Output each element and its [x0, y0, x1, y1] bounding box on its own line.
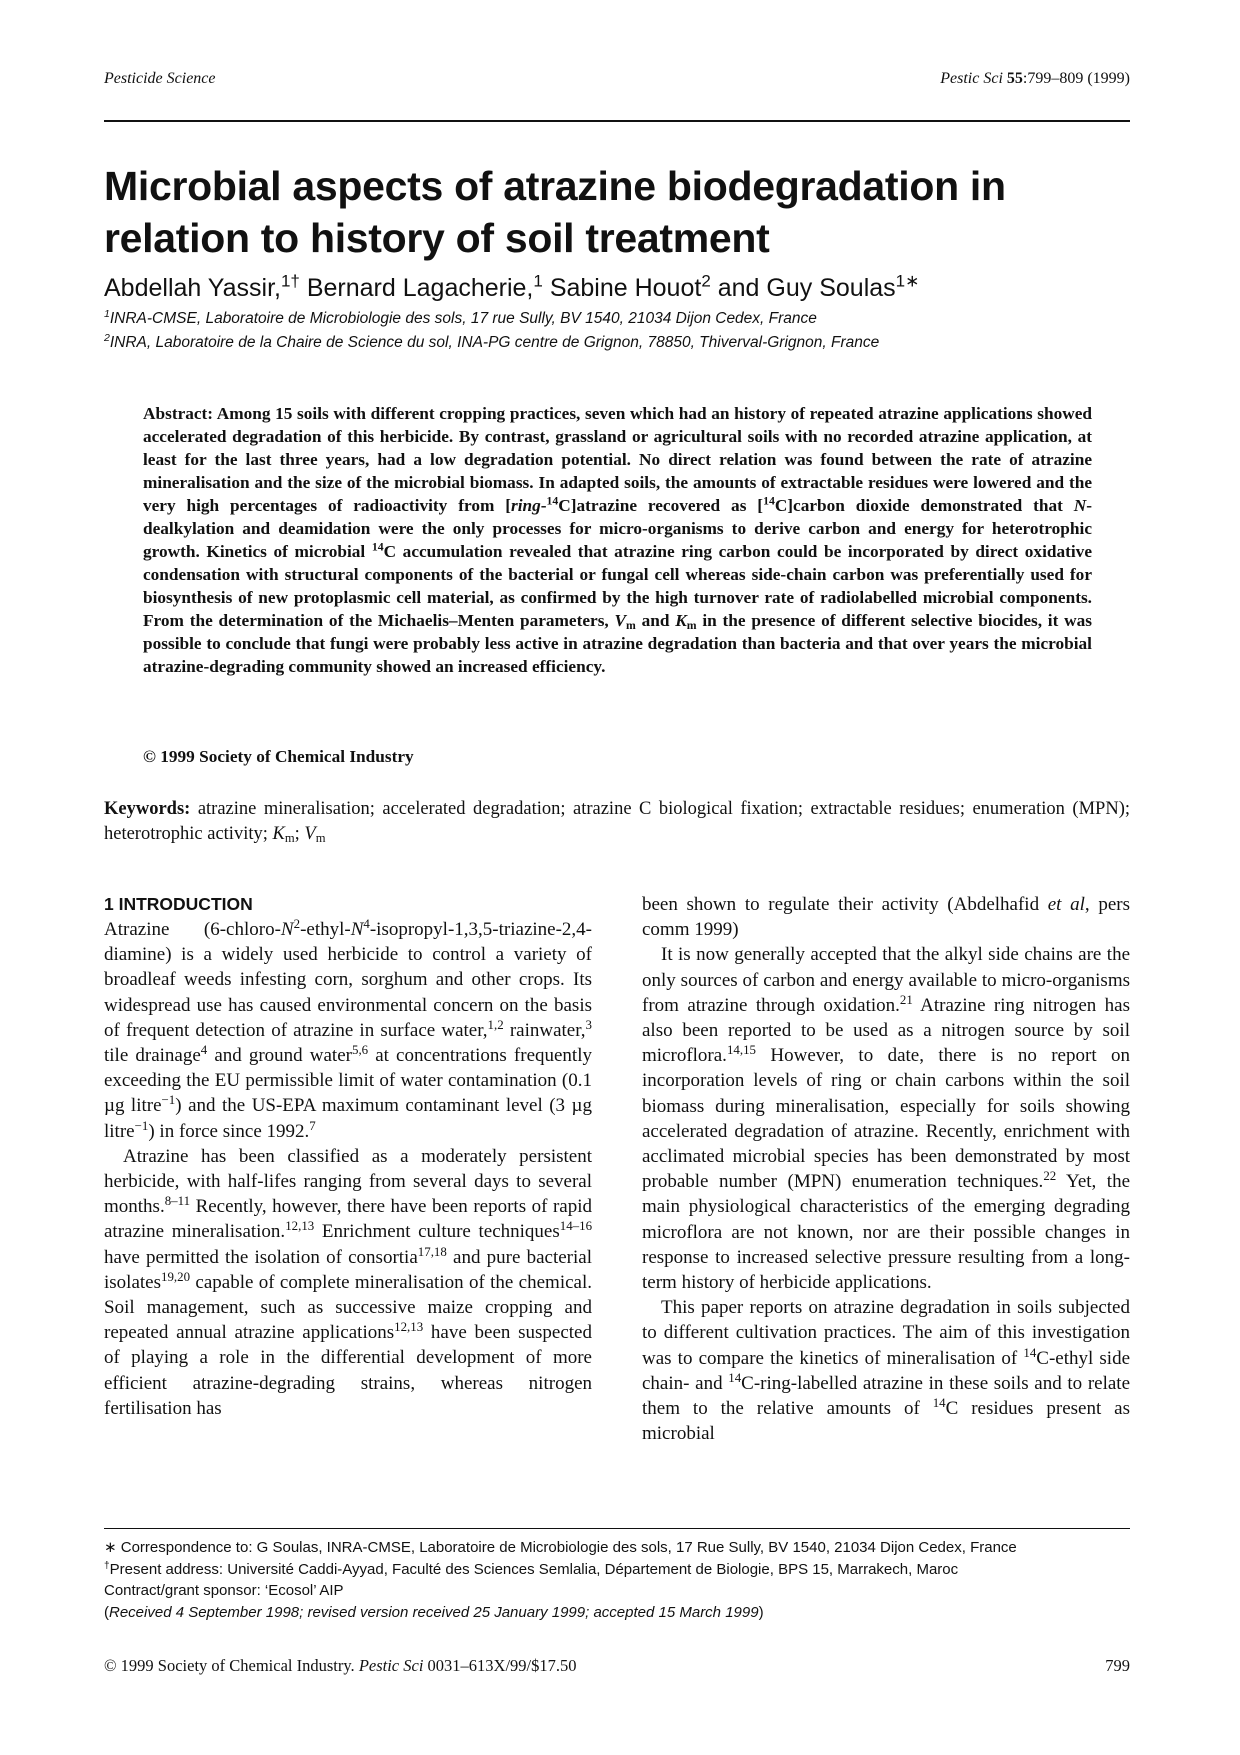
km-subscript: m	[686, 618, 697, 632]
isotope-mark: 14	[932, 1394, 946, 1410]
reference-mark: 12,13	[285, 1218, 315, 1234]
vm-subscript: m	[626, 618, 636, 632]
body-text: tile drainage	[104, 1045, 201, 1067]
affiliation-text: INRA, Laboratoire de la Chaire de Science du sol, INA-PG centre de Grignon, 78850, Thiverval-Grignon, France	[109, 334, 880, 351]
keywords	[104, 797, 1130, 847]
body-text: However, to date, there is no report on incorporation levels of ring or chain carbons within the soil biomass during mineralisation, especially for soils showing accelerated degradation of atrazine. Recently, enrichment with acclimated microbial species has been demonstrated by most probable number (MPN) enumeration techniques.	[642, 1045, 1130, 1193]
author-mark: 2	[701, 271, 711, 291]
reference-mark: 17,18	[417, 1243, 447, 1259]
paragraph	[642, 942, 1130, 1295]
page-footer	[104, 1656, 1130, 1680]
citation-journal: Pestic Sci	[940, 70, 1003, 87]
isotope-mark: 14	[1023, 1344, 1037, 1360]
received-note	[104, 1602, 1134, 1624]
abstract-text: and	[635, 611, 676, 630]
abstract-text: C]atrazine recovered as [	[558, 496, 764, 515]
abstract	[143, 402, 1092, 678]
abstract-text: in the presence of different selective biocides, it was possible to conclude that fungi were probably less active in atrazine degradation than bacteria and that over years the microbial atrazine-degrading community showed an increased efficiency.	[143, 611, 1092, 676]
section-heading: 1 INTRODUCTION	[104, 894, 253, 914]
body-column-right	[642, 892, 1130, 1446]
footer-journal: Pestic Sci	[358, 1656, 424, 1675]
body-text: and ground water	[207, 1045, 352, 1067]
present-address-note	[104, 1559, 1134, 1581]
paragraph	[104, 917, 592, 1144]
body-text: have permitted the isolation of consortia	[104, 1246, 418, 1268]
km-subscript: m	[284, 831, 295, 846]
received-text: Received 4 September 1998; revised version received 25 January 1999; accepted 15 March 1999	[109, 1603, 759, 1621]
reference-mark: 19,20	[161, 1268, 191, 1284]
km-symbol: K	[272, 824, 285, 844]
author-join: and	[717, 274, 760, 302]
affiliation-2	[104, 332, 1134, 354]
vm-symbol: V	[304, 824, 316, 844]
reference-mark: 3	[585, 1016, 592, 1032]
body-italic: et al	[1047, 894, 1085, 915]
isotope-mark: 14	[371, 540, 384, 554]
body-text: Atrazine has been classified as a moderately persistent herbicide, with half-lifes ranging from several days to several months.	[104, 1145, 592, 1218]
abstract-copyright: © 1999 Society of Chemical Industry	[143, 747, 414, 766]
affiliation-1	[104, 308, 1134, 330]
body-text: capable of complete mineralisation of the chemical. Soil management, such as successive maize cropping and repeated annual atrazine applications	[104, 1271, 592, 1344]
body-text: and pure bacterial isolates	[104, 1246, 592, 1293]
isotope-mark: 14	[763, 494, 775, 508]
body-text: Yet, the main physiological characteristics of the emerging degrading microflora are not known, nor are their possible changes in response to increased selective pressure resulting from a long-term history of herbicide applications.	[642, 1171, 1131, 1294]
keywords-text: atrazine mineralisation; accelerated degradation; atrazine C biological fixation; extractable residues; enumeration (MPN); heterotrophic activity;	[104, 799, 1130, 844]
article-title	[104, 160, 1134, 264]
isotope-mark: 14	[546, 494, 559, 508]
superscript: −1	[134, 1117, 149, 1133]
author-mark: 1	[533, 271, 543, 291]
body-text: been shown to regulate their activity (Abdelhafid	[642, 894, 1048, 915]
body-text: ) in force since 1992.	[148, 1120, 310, 1142]
author-list	[104, 272, 1134, 304]
paren: )	[758, 1603, 764, 1621]
abstract-text: C accumulation revealed that atrazine ring carbon could be incorporated by direct oxidative condensation with structural components of the bacterial or fungal cell whereas side-chain carbon was preferentially used for biosynthesis of new protoplasmic cell material, as confirmed by the high turnover rate of radiolabelled microbial components. From the determination of the Michaelis–Menten parameters,	[143, 542, 1092, 630]
superscript: −1	[161, 1092, 176, 1108]
reference-mark: 22	[1043, 1168, 1057, 1184]
footer-copyright-text: © 1999 Society of Chemical Industry.	[104, 1656, 359, 1675]
body-text: , pers comm 1999)	[642, 894, 1130, 941]
abstract-ring: ring	[511, 496, 541, 515]
body-text: Recently, however, there have been reports of rapid atrazine mineralisation.	[104, 1196, 592, 1243]
body-text: C-ring-labelled atrazine in these soils and to relate them to the relative amounts of	[642, 1372, 1131, 1420]
body-text: Atrazine ring nitrogen has also been reported to be used as a nitrogen source by soil microflora.	[642, 994, 1130, 1067]
body-text: Enrichment culture techniques	[314, 1221, 560, 1243]
footer-code: 0031–613X/99/$17.50	[423, 1656, 577, 1675]
superscript: 2	[293, 915, 301, 931]
journal-name: Pesticide Science	[104, 70, 216, 87]
reference-mark: 21	[899, 991, 913, 1007]
reference-mark: 14,15	[726, 1042, 756, 1058]
body-text: C residues present as microbial	[642, 1398, 1130, 1445]
reference-mark: 8–11	[164, 1193, 191, 1209]
abstract-text: -	[540, 496, 547, 515]
author-name: Abdellah Yassir,	[104, 274, 281, 302]
citation	[940, 70, 1130, 88]
reference-mark: 14–16	[559, 1218, 593, 1234]
abstract-n: N	[1073, 496, 1087, 515]
reference-mark: 4	[200, 1041, 208, 1057]
body-text: rainwater,	[503, 1019, 586, 1041]
km-symbol: K	[675, 611, 687, 630]
reference-mark: 1,2	[487, 1016, 504, 1032]
abstract-text: -dealkylation and deamidation were the only processes for micro-organisms to derive carbon and energy for heterotrophic growth. Kinetics of microbial	[143, 496, 1092, 561]
body-text: ) and the US-EPA maximum contaminant level (3 µg litre	[104, 1095, 592, 1142]
footnotes	[104, 1537, 1134, 1623]
vm-symbol: V	[614, 611, 627, 630]
paren: (	[104, 1603, 109, 1621]
running-header	[104, 70, 1130, 94]
footnote-rule	[104, 1528, 1130, 1529]
affiliation-number: 1	[104, 308, 110, 321]
affiliation-number: 2	[104, 332, 110, 345]
page-number: 799	[1105, 1656, 1130, 1675]
title-line-1: Microbial aspects of atrazine biodegradation in	[104, 163, 1006, 209]
citation-pages: :799–809 (1999)	[1022, 70, 1130, 87]
body-italic: N	[350, 919, 364, 940]
keywords-sep: ;	[294, 824, 305, 844]
sponsor-note: Contract/grant sponsor: ‘Ecosol’ AIP	[104, 1582, 344, 1599]
body-text: It is now generally accepted that the alkyl side chains are the only sources of carbon and energy available to micro-organisms from atrazine through oxidation.	[642, 944, 1130, 1016]
paragraph	[104, 1144, 592, 1421]
body-text: This paper reports on atrazine degradation in soils subjected to different cultivation practices. The aim of this investigation was to compare the kinetics of mineralisation of	[642, 1297, 1130, 1369]
body-text: have been suspected of playing a role in the differential development of more efficient atrazine-degrading strains, whereas nitrogen fertilisation has	[104, 1322, 592, 1419]
vm-subscript: m	[315, 831, 326, 846]
citation-volume: 55	[1006, 70, 1023, 87]
keywords-label: Keywords:	[104, 799, 191, 819]
body-text: -isopropyl-1,3,5-triazine-2,4-diamine) is a widely used herbicide to control a variety of broadleaf weeds infesting corn, sorghum and other crops. Its widespread use has caused environmental concern on the basis of frequent detection of atrazine in surface water,	[104, 919, 592, 1041]
author-name: Bernard Lagacherie,	[306, 274, 534, 302]
present-address-text: Present address: Université Caddi-Ayyad, Faculté des Sciences Semlalia, Département de Biologie, BPS 15, Marrakech, Maroc	[109, 1560, 959, 1578]
author-mark: 1†	[280, 271, 300, 291]
body-italic: N	[280, 919, 294, 940]
author-name: Sabine Houot	[549, 274, 702, 302]
correspondence-note: ∗ Correspondence to: G Soulas, INRA-CMSE, Laboratoire de Microbiologie des sols, 17 Rue Sully, BV 1540, 21034 Dijon Cedex, France	[104, 1539, 1017, 1556]
body-column-left	[104, 892, 592, 1421]
author-mark: 1∗	[895, 271, 920, 291]
paragraph	[642, 1295, 1130, 1446]
body-text: Atrazine (6-chloro-	[104, 919, 281, 940]
abstract-text: C]carbon dioxide demonstrated that	[774, 496, 1074, 515]
paragraph	[642, 892, 1130, 942]
title-line-2: relation to history of soil treatment	[104, 215, 770, 261]
reference-mark: 5,6	[351, 1041, 369, 1057]
body-text: -ethyl-	[300, 919, 351, 940]
superscript: 4	[363, 915, 370, 931]
dagger-mark: †	[104, 1559, 110, 1571]
header-rule	[104, 120, 1130, 122]
body-text: C-ethyl side chain- and	[642, 1347, 1130, 1394]
abstract-text: Abstract: Among 15 soils with different cropping practices, seven which had an history of repeated atrazine applications showed accelerated degradation of this herbicide. By contrast, grassland or agricultural soils with no recorded atrazine application, at least for the last three years, had a low degradation potential. No direct relation was found between the rate of atrazine mineralisation and the size of the microbial biomass. In adapted soils, the amounts of extractable residues were lowered and the very high percentages of radioactivity from [	[143, 404, 1092, 515]
affiliation-text: INRA-CMSE, Laboratoire de Microbiologie des sols, 17 rue Sully, BV 1540, 21034 Dijon Cedex, France	[109, 310, 817, 327]
reference-mark: 7	[309, 1117, 316, 1133]
footer-copyright	[104, 1656, 577, 1676]
reference-mark: 12,13	[394, 1319, 424, 1335]
body-text: at concentrations frequently exceeding the EU permissible limit of water contamination (0.1 µg litre	[104, 1045, 592, 1117]
isotope-mark: 14	[728, 1369, 742, 1385]
author-name: Guy Soulas	[766, 274, 896, 302]
